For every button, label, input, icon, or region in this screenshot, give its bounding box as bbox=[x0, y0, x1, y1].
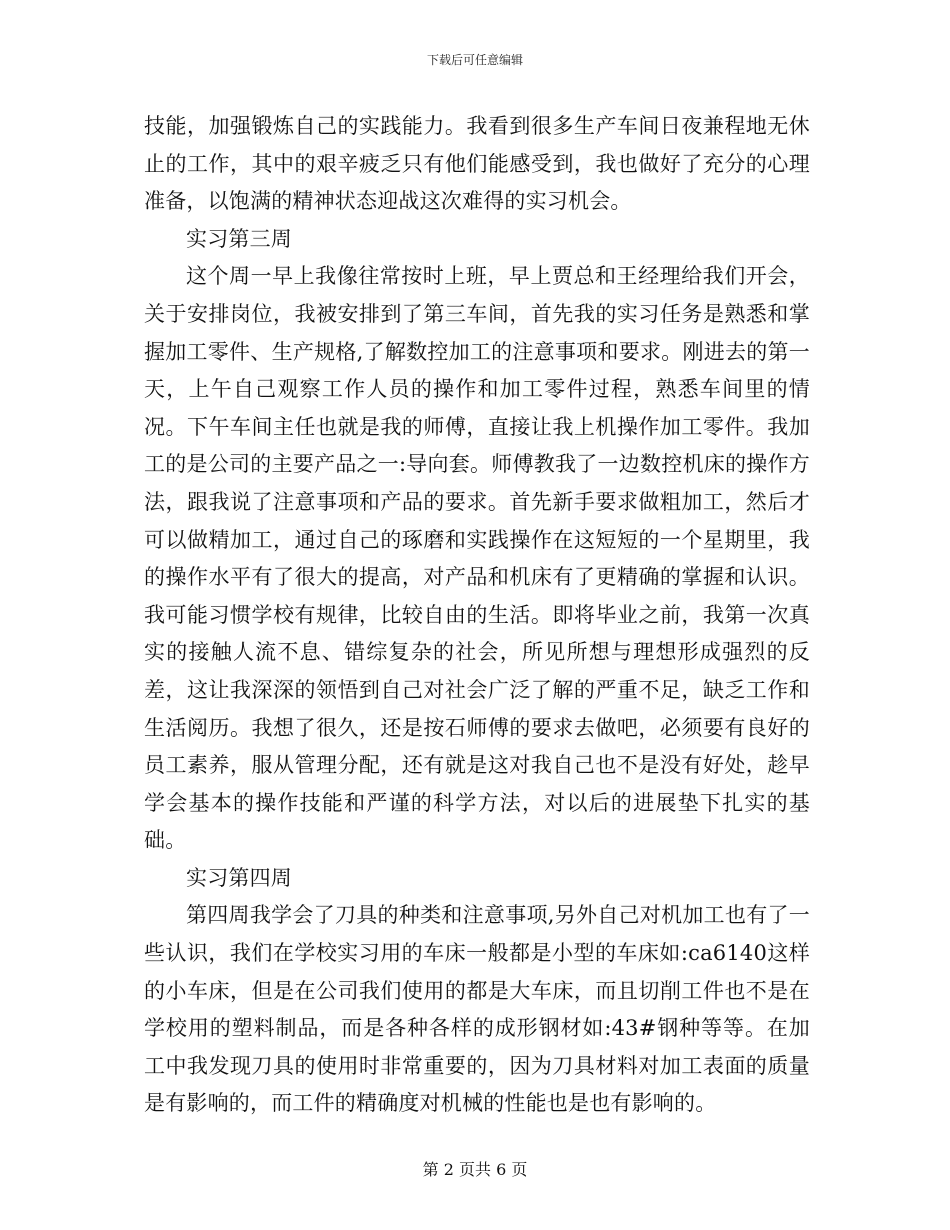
paragraph-week3: 这个周一早上我像往常按时上班，早上贾总和王经理给我们开会，关于安排岗位，我被安排到了第三车间，首先我的实习任务是熟悉和掌握加工零件、生产规格,了解数控加工的注意事项和要求。刚进去的第一天，上午自己观察工作人员的操作和加工零件过程，熟悉车间里的情况。下午车间主任也就是我的师傅，直接让我上机操作加工零件。我加工的是公司的主要产品之一:导向套。师傅教我了一边数控机床的操作方法，跟我说了注意事项和产品的要求。首先新手要求做粗加工，然后才可以做精加工，通过自己的琢磨和实践操作在这短短的一个星期里，我的操作水平有了很大的提高，对产品和机床有了更精确的掌握和认识。我可能习惯学校有规律，比较自由的生活。即将毕业之前，我第一次真实的接触人流不息、错综复杂的社会，所见所想与理想形成强烈的反差，这让我深深的领悟到自己对社会广泛了解的严重不足，缺乏工作和生活阅历。我想了很久，还是按石师傅的要求去做吧，必须要有良好的员工素养，服从管理分配，还有就是这对我自己也不是没有好处，趁早学会基本的操作技能和严谨的科学方法，对以后的进展垫下扎实的基础。 bbox=[144, 264, 810, 853]
document-body bbox=[144, 108, 810, 1123]
page-header: 下载后可任意编辑 bbox=[426, 53, 523, 67]
paragraph-week4: 第四周我学会了刀具的种类和注意事项,另外自己对机加工也有了一些认识，我们在学校实习用的车床一般都是小型的车床如:ca6140这样的小车床，但是在公司我们使用的都是大车床，而且切削工件也不是在学校用的塑料制品，而是各种各样的成形钢材如:43#钢种等等。在加工中我发现刀具的使用时非常重要的，因为刀具材料对加工表面的质量是有影响的，而工件的精确度对机械的性能也是也有影响的。 bbox=[144, 903, 810, 1116]
section-heading-week4: 实习第四周 bbox=[186, 865, 292, 890]
section-heading-week3: 实习第三周 bbox=[186, 226, 292, 251]
paragraph-continuation: 技能，加强锻炼自己的实践能力。我看到很多生产车间日夜兼程地无休止的工作，其中的艰辛疲乏只有他们能感受到，我也做好了充分的心理准备，以饱满的精神状态迎战这次难得的实习机会。 bbox=[144, 114, 810, 214]
page-footer: 第 2 页共 6 页 bbox=[422, 1160, 528, 1179]
